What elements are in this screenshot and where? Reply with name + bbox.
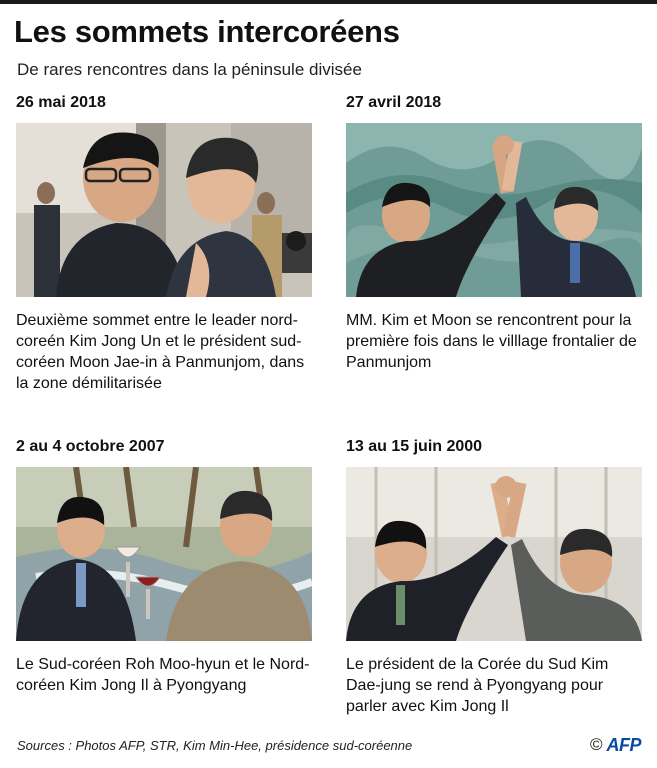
summit-card-2018-may [16, 94, 316, 394]
summit-date: 26 mai 2018 [16, 94, 106, 111]
page-subtitle: De rares rencontres dans la péninsule divisée [17, 60, 362, 79]
summit-card-2018-april [346, 94, 646, 373]
credit [590, 734, 641, 756]
summit-date: 2 au 4 octobre 2007 [16, 438, 165, 455]
summit-card-2007 [16, 438, 316, 696]
summit-photo-2007 [16, 467, 312, 641]
summit-photo-2018-april [346, 123, 642, 297]
summit-caption: Le président de la Corée du Sud Kim Dae-jung se rend à Pyongyang pour parler avec Kim Jong Il [346, 656, 609, 715]
copyright-icon: © [589, 735, 603, 754]
summit-caption: MM. Kim et Moon se rencontrent pour la première fois dans le villlage frontalier de Panmunjom [346, 312, 637, 371]
photo-illustration [16, 123, 312, 297]
afp-logo: AFP [606, 734, 641, 755]
photo-illustration [16, 467, 312, 641]
photo-illustration [346, 123, 642, 297]
sources-note: Sources : Photos AFP, STR, Kim Min-Hee, présidence sud-coréenne [17, 738, 413, 753]
summit-date: 27 avril 2018 [346, 94, 442, 111]
top-rule [0, 0, 657, 4]
summit-card-2000 [346, 438, 646, 717]
summit-date: 13 au 15 juin 2000 [346, 438, 483, 455]
summit-photo-2000 [346, 467, 642, 641]
summit-caption: Le Sud-coréen Roh Moo-hyun et le Nord-coréen Kim Jong Il à Pyongyang [16, 656, 310, 694]
photo-illustration [346, 467, 642, 641]
summit-caption: Deuxième sommet entre le leader nord-coreén Kim Jong Un et le président sud-coréen Moon Jae-in à Panmunjom, dans la zone démilitarisée [16, 312, 305, 392]
page-title: Les sommets intercoréens [14, 14, 400, 49]
summit-photo-2018-may [16, 123, 312, 297]
